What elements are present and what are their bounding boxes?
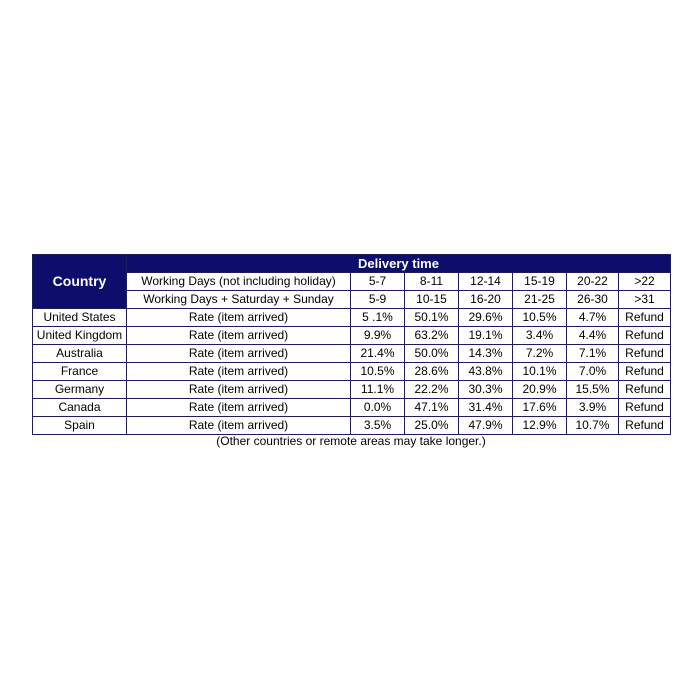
rate-cell: 47.9% [459, 417, 513, 435]
rate-cell: 11.1% [351, 381, 405, 399]
rate-cell: 31.4% [459, 399, 513, 417]
calendar-days-range: 5-9 [351, 291, 405, 309]
rate-cell: 15.5% [567, 381, 619, 399]
rate-cell: 7.2% [513, 345, 567, 363]
header-row-working-days [33, 273, 671, 291]
rate-cell: 10.5% [513, 309, 567, 327]
metric-label: Rate (item arrived) [127, 417, 351, 435]
rate-cell: 14.3% [459, 345, 513, 363]
working-days-range: >22 [619, 273, 671, 291]
working-days-range: 15-19 [513, 273, 567, 291]
rate-cell: 7.1% [567, 345, 619, 363]
country-name: United Kingdom [33, 327, 127, 345]
delivery-time-table-container [32, 254, 670, 435]
rate-cell: 47.1% [405, 399, 459, 417]
table-row [33, 417, 671, 435]
country-name: United States [33, 309, 127, 327]
country-name: Spain [33, 417, 127, 435]
rate-cell: 28.6% [405, 363, 459, 381]
rate-cell: 29.6% [459, 309, 513, 327]
metric-label: Rate (item arrived) [127, 381, 351, 399]
rate-cell: 3.4% [513, 327, 567, 345]
rate-cell: 21.4% [351, 345, 405, 363]
rate-cell: 3.9% [567, 399, 619, 417]
delivery-time-header: Delivery time [127, 255, 671, 273]
calendar-days-label: Working Days + Saturday + Sunday [127, 291, 351, 309]
rate-cell: 4.4% [567, 327, 619, 345]
rate-cell: Refund [619, 327, 671, 345]
working-days-range: 20-22 [567, 273, 619, 291]
table-row [33, 399, 671, 417]
working-days-label: Working Days (not including holiday) [127, 273, 351, 291]
country-name: Germany [33, 381, 127, 399]
header-row-title [33, 255, 671, 273]
rate-cell: 25.0% [405, 417, 459, 435]
table-row [33, 363, 671, 381]
metric-label: Rate (item arrived) [127, 345, 351, 363]
rate-cell: 50.0% [405, 345, 459, 363]
table-row [33, 381, 671, 399]
rate-cell: 0.0% [351, 399, 405, 417]
working-days-range: 8-11 [405, 273, 459, 291]
country-name: Canada [33, 399, 127, 417]
table-row [33, 309, 671, 327]
footnote: (Other countries or remote areas may take longer.) [216, 434, 486, 448]
delivery-time-table [32, 254, 671, 435]
working-days-range: 5-7 [351, 273, 405, 291]
metric-label: Rate (item arrived) [127, 363, 351, 381]
rate-cell: 30.3% [459, 381, 513, 399]
calendar-days-range: 26-30 [567, 291, 619, 309]
metric-label: Rate (item arrived) [127, 399, 351, 417]
calendar-days-range: 21-25 [513, 291, 567, 309]
table-row [33, 345, 671, 363]
calendar-days-range: >31 [619, 291, 671, 309]
rate-cell: 63.2% [405, 327, 459, 345]
rate-cell: 17.6% [513, 399, 567, 417]
country-name: France [33, 363, 127, 381]
calendar-days-range: 10-15 [405, 291, 459, 309]
rate-cell: Refund [619, 417, 671, 435]
rate-cell: 4.7% [567, 309, 619, 327]
country-name: Australia [33, 345, 127, 363]
rate-cell: Refund [619, 399, 671, 417]
working-days-range: 12-14 [459, 273, 513, 291]
rate-cell: 7.0% [567, 363, 619, 381]
rate-cell: Refund [619, 363, 671, 381]
rate-cell: 3.5% [351, 417, 405, 435]
rate-cell: 10.7% [567, 417, 619, 435]
rate-cell: 22.2% [405, 381, 459, 399]
rate-cell: 19.1% [459, 327, 513, 345]
metric-label: Rate (item arrived) [127, 327, 351, 345]
rate-cell: Refund [619, 309, 671, 327]
rate-cell: Refund [619, 381, 671, 399]
rate-cell: 12.9% [513, 417, 567, 435]
country-column-header: Country [33, 255, 127, 309]
calendar-days-range: 16-20 [459, 291, 513, 309]
metric-label: Rate (item arrived) [127, 309, 351, 327]
rate-cell: 43.8% [459, 363, 513, 381]
rate-cell: 10.5% [351, 363, 405, 381]
rate-cell: 10.1% [513, 363, 567, 381]
rate-cell: Refund [619, 345, 671, 363]
table-row [33, 327, 671, 345]
rate-cell: 9.9% [351, 327, 405, 345]
rate-cell: 5 .1% [351, 309, 405, 327]
header-row-calendar-days [33, 291, 671, 309]
rate-cell: 20.9% [513, 381, 567, 399]
rate-cell: 50.1% [405, 309, 459, 327]
